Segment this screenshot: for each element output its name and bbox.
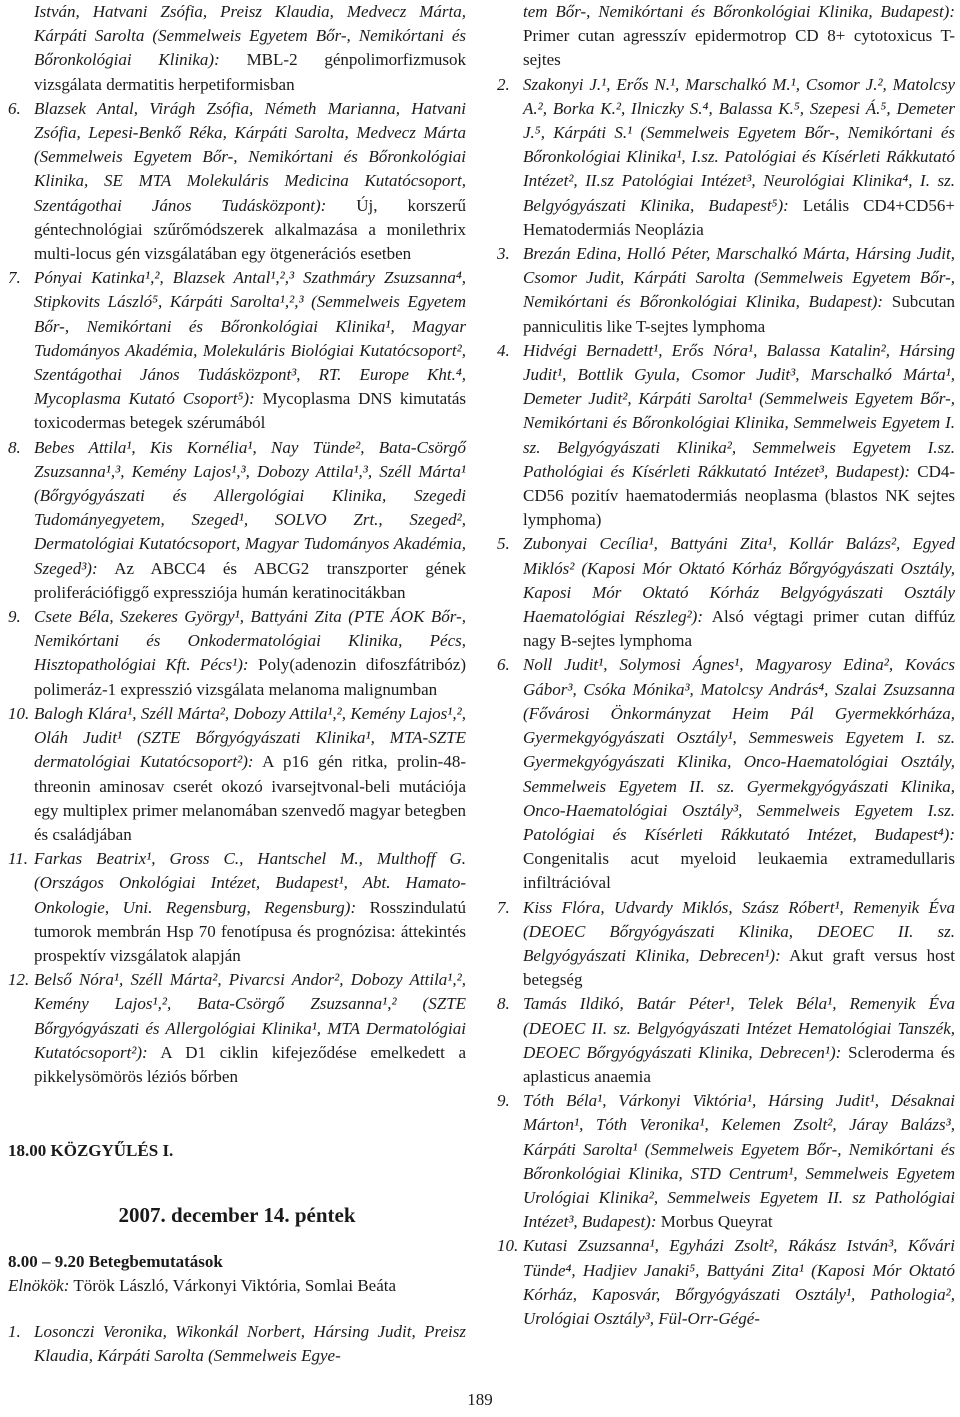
right-column	[497, 0, 955, 1331]
entry-title: Scleroderma és aplasticus anaemia	[523, 1042, 955, 1086]
day-heading: 2007. december 14. péntek	[118, 1203, 356, 1228]
entry-title: Congenitalis acut myeloid leukaemia extramedullaris infiltrációval	[523, 849, 955, 893]
entry-title: Alsó végtagi primer cutan diffúz nagy B-sejtes lymphoma	[523, 607, 955, 651]
entry-authors: Bebes Attila¹, Kis Kornélia¹, Nay Tünde², Bata-Csörgő Zsuzsanna¹,³, Kemény Lajos¹,³, Dobozy Attila¹,³, Széll Márta¹ (Bőrgyógyászati és Allergológiai Klinika, Szegedi Tudományegyetem, Szeged¹, SOLVO Zrt., Szeged², Dermatológiai Kutatócsoport, Magyar Tudományos Akadémia, Szeged³):	[34, 437, 466, 578]
entry-5	[497, 532, 955, 653]
entry-title: Az ABCC4 és ABCG2 transzporter gének proliferációfiggő expressziója humán keratinocitákban	[34, 558, 467, 602]
entry-title: Mycoplasma DNS kimutatás toxicodermas betegek szérumából	[34, 389, 467, 433]
entry-4	[497, 339, 955, 533]
entry-title: Akut graft versus host betegség	[523, 945, 955, 990]
entry-authors: Zubonyai Cecília¹, Battyáni Zita¹, Kollár Balázs², Egyed Miklós² (Kaposi Mór Oktató Kórház Bőrgyógyászati Osztály, Kaposi Mór Oktató Kórház Belgyógyászati Osztály Haematológiai Részleg²):	[523, 534, 955, 627]
entry-authors: tem Bőr-, Nemikórtani és Bőronkológiai Klinika, Budapest):	[523, 2, 955, 21]
entry-number: 9.	[8, 607, 21, 627]
entry-title: Új, korszerű géntechnológiai szűrőmódszerek alkalmazása a monilethrix multi-locus gén vizsgálatában egy ötgenerációs esetben	[34, 195, 466, 264]
entry-number: 7.	[497, 897, 510, 917]
entry-number: 11.	[8, 849, 28, 869]
entry-6	[8, 97, 466, 266]
entry-number: 9.	[497, 1091, 510, 1111]
entry-9	[497, 1089, 955, 1234]
entry-title: Subcutan panniculitis like T-sejtes lymphoma	[523, 292, 956, 336]
session-heading: 8.00 – 9.20 Betegbemutatások	[8, 1251, 223, 1271]
entry-title: MBL-2 génpolimorfizmusok vizsgálata dermatitis herpetiformisban	[34, 50, 466, 94]
entry-number: 1.	[8, 1321, 21, 1341]
entry-number: 12.	[8, 970, 30, 990]
entry-authors: István, Hatvani Zsófia, Preisz Klaudia, Medvecz Márta, Kárpáti Sarolta (Semmelweis Egyetem Bőr-, Nemikórtani és Bőronkológiai Klinika):	[34, 2, 466, 70]
entry-title: Morbus Queyrat	[660, 1212, 773, 1232]
section-heading-kozgyules: 18.00 KÖZGYŰLÉS I.	[8, 1141, 174, 1161]
entry-authors: Brezán Edina, Holló Péter, Marschalkó Márta, Hársing Judit, Csomor Judit, Kárpáti Sarolta (Semmelweis Egyetem Bőr-, Nemikórtani és Bőronkológiai Klinika, Budapest):	[523, 244, 955, 312]
entry-authors: Blazsek Antal, Virágh Zsófia, Németh Marianna, Hatvani Zsófia, Lepesi-Benkő Réka, Kárpáti Sarolta, Medvecz Márta (Semmelweis Egyetem Bőr-, Nemikórtani és Bőronkológiai Klinika, SE MTA Molekuláris Medicina Kutatócsoport, Szentágothai János Tudásközpont):	[34, 98, 466, 215]
entry-authors: Tamás Ildikó, Batár Péter¹, Telek Béla¹, Remenyik Éva (DEOEC II. sz. Belgyógyászati Intézet Hematológiai Tanszék, DEOEC Bőrgyógyászati Klinika, Debrecen¹):	[523, 994, 955, 1062]
entry-number: 4.	[497, 340, 510, 360]
entry-title: A D1 ciklin kifejeződése emelkedett a pikkelysömörös léziós bőrben	[34, 1042, 467, 1086]
entry-1	[8, 1320, 466, 1368]
chairs-label: Elnökök:	[8, 1275, 70, 1295]
entry-authors: Kiss Flóra, Udvardy Miklós, Szász Róbert¹, Remenyik Éva (DEOEC Bőrgyógyászati Klinika, DEOEC II. sz. Belgyógyászati Klinika, Debrecen¹):	[523, 897, 955, 965]
entry-authors: Losonczi Veronika, Wikonkál Norbert, Hársing Judit, Preisz Klaudia, Kárpáti Sarolta (Semmelweis Egye-	[34, 1321, 466, 1366]
chairs-names: Török László, Várkonyi Viktória, Somlai Beáta	[73, 1275, 397, 1295]
entry-authors: Hidvégi Bernadett¹, Erős Nóra¹, Balassa Katalin², Hársing Judit¹, Bottlik Gyula, Csomor Judit³, Marschalkó Márta¹, Demeter Judit², Kárpáti Sarolta¹ (Semmelweis Egyetem Bőr-, Nemikórtani és Bőronkológiai Klinika, Semmelweis Egyetem I. sz. Belgyógyászati Klinika², Semmelweis Egyetem I.sz. Pathológiai és Kísérleti Rákkutató Intézet³, Budapest):	[523, 340, 955, 481]
entry-number: 3.	[497, 244, 510, 264]
entry-continued	[497, 0, 955, 73]
entry-title: Primer cutan agresszív epidermotrop CD 8+ cytotoxicus T-sejtes	[523, 26, 955, 70]
entry-number: 2.	[497, 74, 510, 94]
entry-8	[497, 992, 955, 1089]
entry-number: 10.	[497, 1236, 519, 1256]
entry-10	[497, 1234, 955, 1331]
entry-number: 10.	[8, 703, 30, 723]
entry-authors: Farkas Beatrix¹, Gross C., Hantschel M., Multhoff G. (Országos Onkológiai Intézet, Budapest¹, Abt. Hamato-Onkologie, Uni. Regensburg, Regensburg):	[34, 849, 466, 917]
entry-number: 7.	[8, 268, 21, 288]
session-chairs	[8, 1274, 466, 1298]
entry-authors: Kutasi Zsuzsanna¹, Egyházi Zsolt², Rákász István³, Kővári Tünde⁴, Hadjiev Janaki⁵, Battyáni Zita¹ (Kaposi Mór Oktató Kórház, Kaposvár, Bőrgyógyászati Osztály¹, Pathologia², Urológiai Osztály³, Fül-Orr-Gégé-	[523, 1236, 955, 1328]
entry-continued	[8, 0, 466, 97]
entry-number: 8.	[8, 437, 21, 457]
entry-number: 6.	[8, 98, 21, 118]
entry-9	[8, 605, 466, 702]
entry-authors: Tóth Béla¹, Várkonyi Viktória¹, Hársing Judit¹, Désaknai Márton¹, Tóth Veronika¹, Kelemen Zsolt², Járay Balázs³, Kárpáti Sarolta¹ (Semmelweis Egyetem Bőr-, Nemikórtani és Bőronkológiai Klinika, STD Centrum¹, Semmelweis Egyetem Urológiai Klinika², Semmelweis Egyetem II. sz Pathológiai Intézet³, Budapest):	[523, 1091, 955, 1232]
entry-number: 8.	[497, 994, 510, 1014]
entry-3	[497, 242, 955, 339]
entry-number: 6.	[497, 655, 510, 675]
entry-title: Rosszindulatú tumorok membrán Hsp 70 fenotípusa és prognózisa: áttekintés prospektív vizsgálatok alapján	[34, 897, 466, 965]
left-column	[8, 0, 466, 1368]
entry-authors: Csete Béla, Szekeres György¹, Battyáni Zita (PTE ÁOK Bőr-, Nemikórtani és Onkodermatológiai Klinika, Pécs, Hisztopathológiai Kft. Pécs¹):	[34, 607, 466, 675]
entry-11	[8, 847, 466, 968]
entry-authors: Noll Judit¹, Solymosi Ágnes¹, Magyarosy Edina², Kovács Gábor³, Csóka Mónika³, Matolcsy András⁴, Szalai Zsuzsanna (Fővárosi Önkormányzat Heim Pál Gyermekkórháza, Gyermekgyógyászati Osztály¹, Semmesweis Egyetem I. sz. Gyermekgyógyászati Klinika, Onco-Haematológiai Osztály, Semmelweis Egyetem II. sz. Gyermekgyógyászati Klinika, Onco-Haematológiai Osztály³, Semmelweis Egyetem I.sz. Patológiai és Kísérleti Rákkutató Intézet, Budapest⁴):	[523, 655, 955, 844]
entry-6	[497, 653, 955, 895]
entry-title: Poly(adenozin difoszfátribóz) polimeráz-1 expresszió vizsgálata melanoma malignumban	[34, 655, 467, 699]
entry-number: 5.	[497, 534, 510, 554]
entry-title: CD4-CD56 pozitív haematodermiás neoplasma (blastos NK sejtes lymphoma)	[523, 461, 956, 530]
entry-12	[8, 968, 466, 1089]
entry-title: A p16 gén ritka, prolin-48-threonin aminosav cserét okozó ivarsejtvonal-beli mutációja egy multiplex primer melanomában szenvedő magyar betegben és családjában	[34, 752, 467, 844]
entry-authors: Pónyai Katinka¹,², Blazsek Antal¹,²,³ Szathmáry Zsuzsanna⁴, Stipkovits László⁵, Kárpáti Sarolta¹,²,³ (Semmelweis Egyetem Bőr-, Nemikórtani és Bőronkológiai Klinika¹, Magyar Tudományos Akadémia, Molekuláris Biológiai Kutatócsoport², Szentágothai János Tudásközpont³, RT. Europe Kht.⁴, Mycoplasma Kutató Csoport⁵):	[34, 268, 466, 409]
entry-7	[8, 266, 466, 435]
entry-title: Letális CD4+CD56+ Hematodermiás Neoplázia	[523, 195, 956, 239]
entry-authors: Belső Nóra¹, Széll Márta², Pivarcsi Andor², Dobozy Attila¹,², Kemény Lajos¹,², Bata-Csörgő Zsuzsanna¹,² (SZTE Bőrgyógyászati és Allergológiai Klinika¹, MTA Dermatológiai Kutatócsoport²):	[34, 970, 466, 1062]
entry-7	[497, 896, 955, 993]
entry-authors: Balogh Klára¹, Széll Márta², Dobozy Attila¹,², Kemény Lajos¹,², Oláh Judit¹ (SZTE Bőrgyógyászati Klinika¹, MTA-SZTE dermatológiai Kutatócsoport²):	[34, 703, 466, 772]
page-number: 189	[467, 1390, 493, 1409]
entry-8	[8, 436, 466, 605]
entry-2	[497, 73, 955, 242]
entry-10	[8, 702, 466, 847]
entry-authors: Szakonyi J.¹, Erős N.¹, Marschalkó M.¹, Csomor J.², Matolcsy A.², Borka K.², Ilniczky S.⁴, Balassa K.⁵, Szepesi Á.⁵, Demeter J.⁵, Kárpáti S.¹ (Semmelweis Egyetem Bőr-, Nemikórtani és Bőronkológiai Klinika¹, I.sz. Patológiai és Kísérleti Rákkutató Intézet², II.sz Patológiai Intézet³, Neurológiai Klinika⁴, I. sz. Belgyógyászati Klinika, Budapest⁵):	[523, 74, 955, 215]
